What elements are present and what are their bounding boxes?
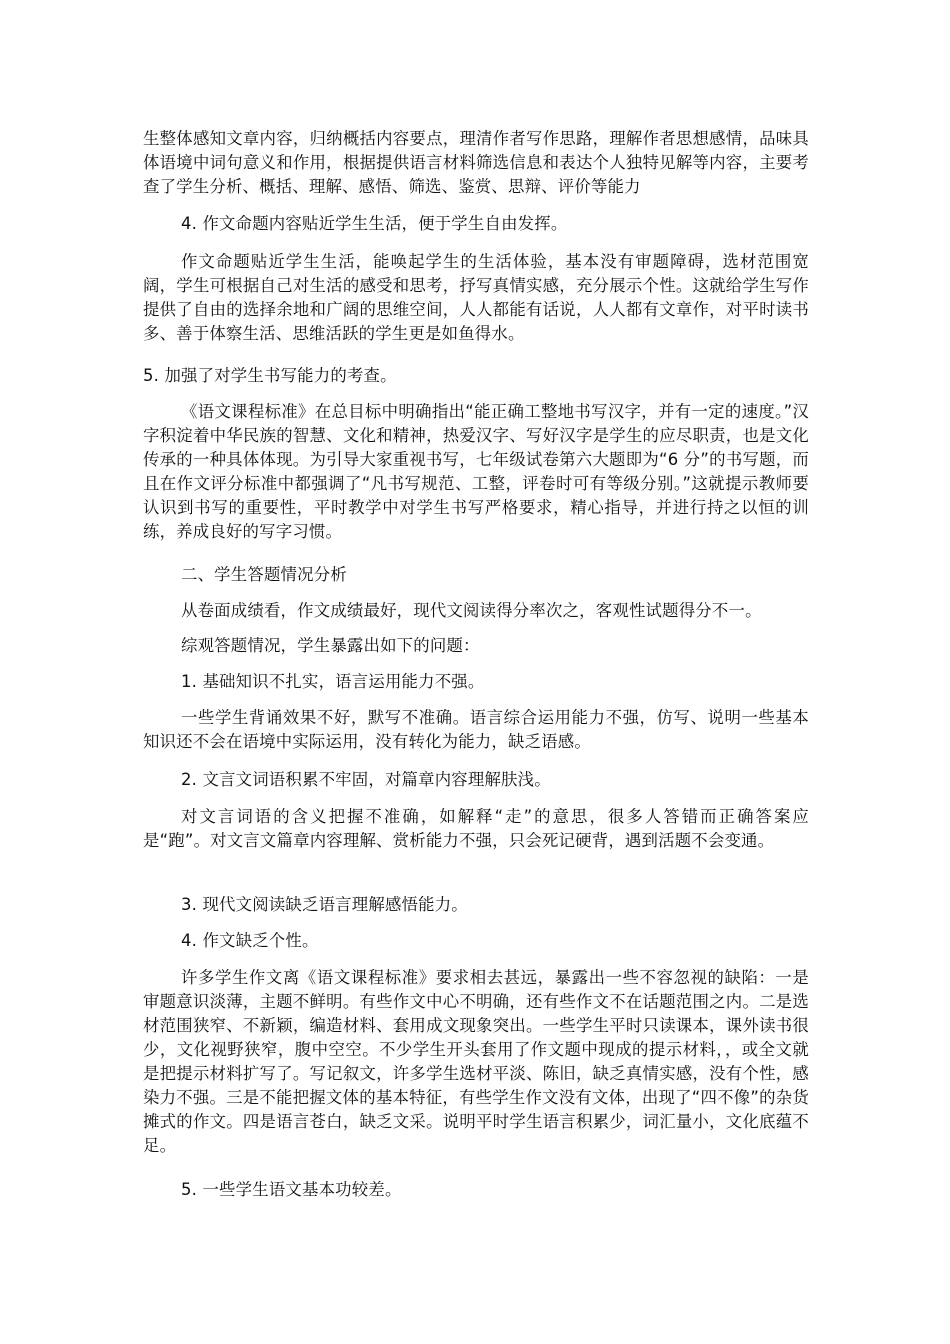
- paragraph-problems-intro: 综观答题情况，学生暴露出如下的问题：: [181, 636, 480, 655]
- heading-problem-2: 2. 文言文词语积累不牢固，对篇章内容理解肤浅。: [181, 770, 551, 789]
- heading-problem-5: 5. 一些学生语文基本功较差。: [181, 1180, 402, 1199]
- heading-problem-1: 1. 基础知识不扎实，语言运用能力不强。: [181, 672, 485, 691]
- heading-item-5: 5. 加强了对学生书写能力的考查。: [143, 366, 397, 385]
- paragraph-composition-topic: 作文命题贴近学生生活，能唤起学生的生活体验，基本没有审题障碍，选材范围宽阔，学生可根据自己对生活的感受和思考，抒写真情实感，充分展示个性。这就给学生写作提供了自由的选择余地和广阔的思维空间，人人都能有话说，人人都有文章作，对平时读书多、善于体察生活、思维活跃的学生更是如鱼得水。: [143, 252, 809, 343]
- paragraph-problem-1: 一些学生背诵效果不好，默写不准确。语言综合运用能力不强，仿写、说明一些基本知识还不会在语境中实际运用，没有转化为能力，缺乏语感。: [143, 708, 809, 751]
- paragraph-problem-4: 许多学生作文离《语文课程标准》要求相去甚远，暴露出一些不容忽视的缺陷：一是审题意识淡薄，主题不鲜明。有些作文中心不明确，还有些作文不在话题范围之内。二是选材范围狭窄、不新颖，编造材料、套用成文现象突出。一些学生平时只读课本，课外读书很少，文化视野狭窄，腹中空空。不少学生开头套用了作文题中现成的提示材料，，或全文就是把提示材料扩写了。写记叙文，许多学生选材平淡、陈旧，缺乏真情实感，没有个性，感染力不强。三是不能把握文体的基本特征，有些学生作文没有文体，出现了“四不像”的杂货摊式的作文。四是语言苍白，缺乏文采。说明平时学生语言积累少，词汇量小，文化底蕴不足。: [143, 968, 809, 1155]
- heading-problem-3: 3. 现代文阅读缺乏语言理解感悟能力。: [181, 895, 468, 914]
- heading-problem-4: 4. 作文缺乏个性。: [181, 931, 319, 950]
- section-heading-analysis: 二、学生答题情况分析: [181, 565, 347, 584]
- heading-item-4: 4. 作文命题内容贴近学生生活，便于学生自由发挥。: [181, 214, 568, 233]
- paragraph-problem-2: 对文言词语的含义把握不准确，如解释“走”的意思，很多人答错而正确答案应是“跑”。对文言文篇章内容理解、赏析能力不强，只会死记硬背，遇到活题不会变通。: [143, 807, 809, 850]
- paragraph-score-overview: 从卷面成绩看，作文成绩最好，现代文阅读得分率次之，客观性试题得分不一。: [181, 601, 762, 620]
- paragraph-writing-standard: 《语文课程标准》在总目标中明确指出“能正确工整地书写汉字，并有一定的速度。”汉字积淀着中华民族的智慧、文化和精神，热爱汉字、写好汉字是学生的应尽职责，也是文化传承的一种具体体现。为引导大家重视书写，七年级试卷第六大题即为“6 分”的书写题，而且在作文评分标准中都强调了“凡书写规范、工整，评卷时可有等级分别。”这就提示教师要认识到书写的重要性，平时教学中对学生书写严格要求，精心指导，并进行持之以恒的训练，养成良好的写字习惯。: [143, 402, 809, 541]
- paragraph-continuation: 生整体感知文章内容，归纳概括内容要点，理清作者写作思路，理解作者思想感情，品味具体语境中词句意义和作用，根据提供语言材料筛选信息和表达个人独特见解等内容，主要考查了学生分析、概括、理解、感悟、筛选、鉴赏、思辩、评价等能力: [143, 129, 809, 196]
